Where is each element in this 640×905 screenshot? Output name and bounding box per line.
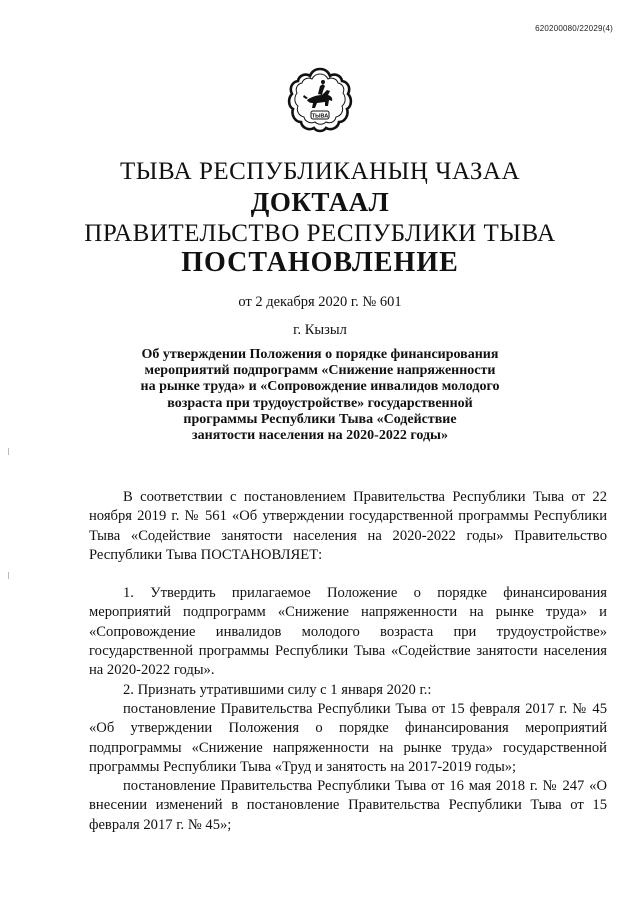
title-line: мероприятий подпрограмм «Снижение напряженности: [144, 363, 496, 379]
item-2a-paragraph: постановление Правительства Республики Тыва от 15 февраля 2017 г. № 45 «Об утверждении Положения о порядке финансирования мероприятий подпрограммы «Снижение напряженности на рынке труда» государственной программы Республики Тыва «Труд и занятость на 2017-2019 годы»;: [89, 700, 607, 775]
title-line: занятости населения на 2020-2022 годы»: [192, 428, 448, 444]
title-line: на рынке труда» и «Сопровождение инвалидов молодого: [140, 379, 500, 395]
document-registry-number: 620200080/22029(4): [535, 24, 613, 33]
emblem-inscription: ТЫВА: [311, 113, 329, 120]
document-body: [89, 488, 607, 835]
header-title-tuvan: ТЫВА РЕСПУБЛИКАНЫҢ ЧАЗАА: [119, 158, 521, 185]
tuva-coat-of-arms-icon: [284, 64, 356, 136]
item-2b-paragraph: постановление Правительства Республики Тыва от 16 мая 2018 г. № 247 «О внесении изменений в постановление Правительства Республики Тыва от 15 февраля 2017 г. № 45»;: [89, 778, 607, 833]
header-doctype-russian: ПОСТАНОВЛЕНИЕ: [181, 247, 459, 278]
margin-tick: [8, 572, 9, 579]
margin-tick: [8, 448, 9, 455]
document-date: от 2 декабря 2020 г. № 601: [238, 294, 402, 310]
title-line: Об утверждении Положения о порядке финансирования: [141, 347, 499, 362]
preamble-paragraph: В соответствии с постановлением Правительства Республики Тыва от 22 ноября 2019 г. № 561 «Об утверждении государственной программы Республики Тыва «Содействие занятости населения на 2020-2022 годы» Правительство Республики Тыва ПОСТАНОВЛЯЕТ:: [89, 489, 607, 563]
item-1-paragraph: 1. Утвердить прилагаемое Положение о порядке финансирования мероприятий подпрограмм «Снижение напряженности на рынке труда» и «Сопровождение инвалидов молодого возраста при трудоустройстве» государственной программы Республики Тыва «Содействие занятости населения на 2020-2022 годы».: [89, 585, 607, 679]
header-doctype-tuvan: ДОКТААЛ: [250, 187, 390, 217]
title-line: программы Республики Тыва «Содействие: [183, 411, 457, 427]
title-line: возраста при трудоустройстве» государственной: [167, 395, 473, 411]
item-2-paragraph: 2. Признать утратившими силу с 1 января 2020 г.:: [123, 681, 432, 698]
header-title-russian: ПРАВИТЕЛЬСТВО РЕСПУБЛИКИ ТЫВА: [84, 220, 556, 247]
document-city: г. Кызыл: [293, 322, 347, 338]
document-title: [140, 347, 500, 444]
